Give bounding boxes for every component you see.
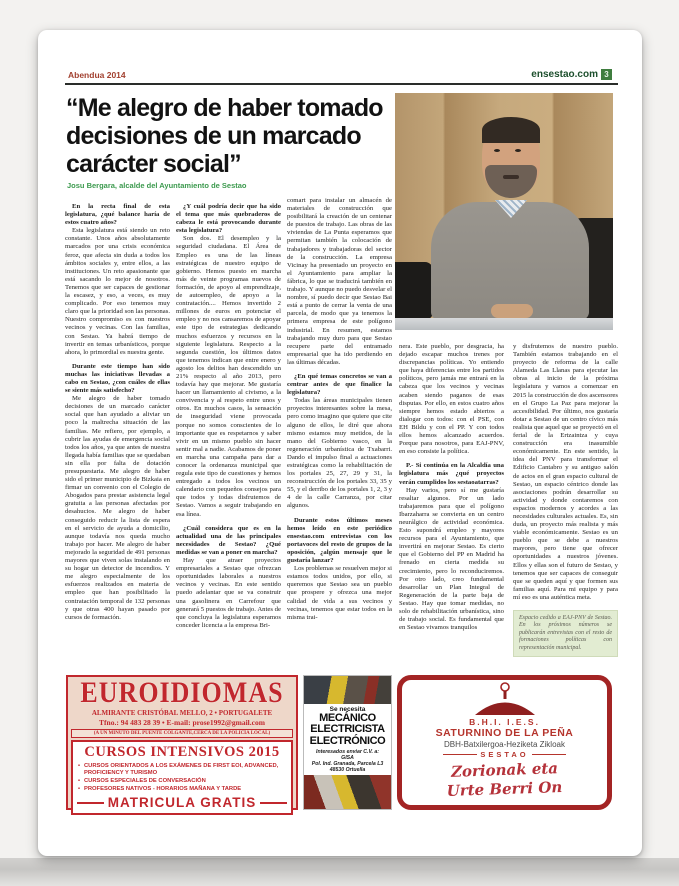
school-town-label: SESTAO xyxy=(480,750,529,759)
euroidiomas-promo-title: CURSOS INTENSIVOS 2015 xyxy=(84,744,280,760)
background-shadow-band xyxy=(0,858,679,886)
euroidiomas-promo-footer xyxy=(77,795,287,810)
portrait-eye-left xyxy=(494,149,500,152)
interview-question: En la recta final de esta legislatura, ¿qué balance haría de estos cuatro años? xyxy=(65,203,170,227)
euroidiomas-logo-text: EUROIDIOMAS xyxy=(80,675,284,710)
portrait-hands xyxy=(491,304,533,318)
article-column-3 xyxy=(287,197,392,663)
site-name: ensestao.com xyxy=(531,69,598,80)
editorial-footnote: Espacio cedido a EAJ-PNV de Sestao. En los próximos números se publicarán entrevistas con el resto de formaciones políticas con representación municipal. xyxy=(513,610,618,657)
interview-answer: Hay varios, pero sí me gustaría resaltar algunos. Por un lado trabajaremos para que el polígono Ibarzaharra se convierta en un centro neurálgico de actividad económica. Esto supondrá empleo y mayores recursos para el Ayuntamiento, que invertirá en mejorar Sestao. Es cierto que el Gobierno del PP en Madrid ha frenado en cierta medida su crecimiento, pero lo reconduciremos. Por otro lado, creo fundamental desarrollar un Plan Integral de Regeneración de la parte baja de Sestao. Hay que tomar medidas, no solo de rehabilitación urbanística, sino de trabajo social. Es fundamental que en Sestao vivamos tranquilos xyxy=(399,486,504,632)
masthead-rule xyxy=(65,83,618,85)
portrait-beard xyxy=(485,165,537,198)
school-logo-icon xyxy=(473,682,537,716)
article-byline: Josu Bergara, alcalde del Ayuntamiento de Sestao xyxy=(67,181,247,190)
euroidiomas-bullet: • CURSOS ORIENTADOS A LOS EXÁMENES DE FIRST EOI, ADVANCED, PROFICIENCY Y TURISMO xyxy=(77,763,287,777)
ad-school-bhi xyxy=(397,675,612,810)
euroidiomas-bullet: • PROFESORES NATIVOS - HORARIOS MAÑANA Y TARDE xyxy=(77,786,287,793)
rule-left xyxy=(77,802,104,804)
interview-question: ¿Cuál considera que es en la actualidad una de las principales necesidades de Sestao? ¿Qué medidas se van a poner en marcha? xyxy=(176,524,281,556)
interview-question: Durante este tiempo han sido muchas las iniciativas llevadas a cabo en Sestao, ¿con cuáles de ellas se siente más satisfecho? xyxy=(65,362,170,395)
interview-answer: Son dos. El desempleo y la seguridad ciudadana. El Área de Empleo es una de las líneas estratégicas de nuestro equipo de gobierno. Hemos puesto en marcha más de veinte programas nuevos de formación, de apoyo al emprendizaje, de autoempleo, de apoyo a la contratación.... Hemos invertido 2 millones de euros en potenciar el empleo y no nos cansaremos de apoyar este tipo de estrategias dedicando muchos esfuerzos y recursos en la siguiente legislatura. Respecto a la segunda cuestión, los últimos datos que tenemos indican que entre enero y agosto los delitos han descendido un 21% respecto al año 2013, pero todavía hay que mejorar. Me gustaría hacer un llamamiento al civismo, a la convivencia y al respeto entre unos y otros. En muchos casos, la sensación de inseguridad viene provocada porque no somos conscientes de lo importante que es respetarnos y saber vivir en un mismo pueblo sin hacer sentir mal a nadie. Acabamos de poner en marcha una campaña para dar a conocer la ordenanza municipal que regula este tipo de cuestiones y hemos entregado a todos los vecinos un calendario con pequeños consejos para que todos y todas disfrutemos de Sestao. Vamos a seguir trabajando en esa línea. xyxy=(176,235,281,518)
job-title-line-2: ELECTRICISTA xyxy=(310,723,385,736)
interview-answer: Todas las áreas municipales tienen proyectos interesantes sobre la mesa, pero como imagino que quiere que cite alguno de ellos, le diré que ahora mismo estamos muy metidos, de la mano del Gobierno vasco, en la regeneración urbanística de Txabarri. Dando el impulso final a actuaciones estratégicas como la rehabilitación de los portales 25, 27, 29 y 31, la reconstrucción de los portales 33, 35 y 55, y el derribo de los portales 1, 2, 3 y 4 de la calle Carranza, por citar algunos. xyxy=(287,397,392,510)
portrait-mouth xyxy=(503,175,519,179)
job-ad-photo-bottom xyxy=(304,775,391,809)
job-apply-note: Interesados enviar C.V. a: xyxy=(316,749,379,756)
interview-answer: y disfrutemos de nuestro pueblo. También estamos trabajando en el proyecto de reforma de la calle Alameda Las Llanas para ejecutar las obras al inicio de la próxima legislatura y vamos a comenzar en 2015 la construcción de dos ascensores en el Grupo La Paz para mejorar la accesibilidad. Por último, nos gustaría dotar a Sestao de un centro cívico más realista que aquel que se proyectó en el ferial de la Ertzaintza y cuya construcción era inasumible económicamente. En este sentido, la idea del PNV para transformar el Edificio Cantabro y su antiguo salón de actos en el gran espacio cultural de Sestao, un espacio céntrico donde las asociaciones podrán desarrollar su actividad y donde contaremos con espacios modernos y acordes a las necesidades culturales actuales. Es, sin duda, un proyecto más realista y más viable económicamente. Sestao es un pueblo que se debe a nuestros mayores, pero tiene que ofrecer oportunidades a nuestros jóvenes. Ellos y ellas son el futuro de Sestao, y tenemos que ser capaces de conseguir que se queden aquí y que formen sus familias aquí. Para mi equipo y para mí eso es una auténtica meta. xyxy=(513,343,618,601)
job-address-2: 48530 Ortuella xyxy=(329,767,366,774)
desk-edge xyxy=(395,318,613,330)
job-address-1: Pol. Ind. Granada, Parcela L3 xyxy=(311,761,384,768)
interview-answer: comart para instalar un almacén de materiales de construcción que posibilitará la creación de un centenar de puestos de trabajo. Las obras de las viviendas de La Punta esperamos que permitan también la colocación de trabajadores y trabajadoras del sector de la construcción. La empresa Vicinay ha presentado un proyecto en el Ayuntamiento para ampliar la fábrica, lo que se traducirá también en trabajo. Y aunque no puedo desvelar el nombre, sí puedo decir que Sestao Bai está a punto de cerrar la venta de una parcela, de modo que ya tenemos la primera empresa de este polígono industrial. En resumen, estamos trabajando muy duro para que Sestao recupere parte del entramado empresarial que ha ido perdiendo en las últimas décadas. xyxy=(287,197,392,366)
interview-question: P.- Si continúa en la Alcaldía una legislatura más ¿qué proyectos verán cumplidos los sestaoatarras? xyxy=(399,462,504,486)
euroidiomas-contact: Tfno.: 94 483 28 39 • E-mail: prose1992@gmail.com xyxy=(99,718,265,727)
interview-answer: Hay que atraer proyectos empresariales a Sestao que ofrezcan oportunidades laborales a nuestros vecinos y vecinas. En este sentido puedo adelantar que se va construir una gasolinera en Carrefour que generará 5 puestos de trabajo. Antes de que concluya la legislatura esperamos conceder licencia a la empresa Bri- xyxy=(176,557,281,629)
article-headline: “Me alegro de haber tomado decisiones de un marcado carácter social” xyxy=(66,94,383,178)
issue-date: Abendua 2014 xyxy=(68,70,126,80)
matricula-gratis-label: MATRICULA GRATIS xyxy=(107,795,257,810)
job-company: GISA xyxy=(341,755,354,762)
school-greeting-line-1: Zorionak eta xyxy=(450,759,559,781)
school-name-acronym: B.H.I. I.E.S. xyxy=(469,717,540,727)
job-intro: Se necesita xyxy=(329,705,366,713)
job-ad-body xyxy=(304,704,391,776)
interview-question: ¿En qué temas concretos se van a centrar antes de que finalice la legislatura? xyxy=(287,372,392,397)
interview-answer: Me alegro de haber tomado decisiones de un marcado carácter social que han ayudado a aliviar un poco la maltrecha situación de las familias. Me refiero, por ejemplo, a cubrir las ayudas de emergencia social todos los años, ya que antes de nuestra llegada había familias que se quedaban sin ella por falta de dotación presupuestaria. Me alegro de haber sido el primer municipio de Bizkaia en firmar un convenio con el Colegio de Abogados para prestar asistencia legal gratuita a las personas afectadas por desahucios. Me alegro de haber conseguido reducir la lista de espera en el servicio de ayuda a domicilio, aunque todavía nos queda mucho trabajo por hacer. Me alegro de haber mejorado la seguridad de 491 personas mayores que viven solas instalando en su hogar un detector de incendios. Y me alegro especialmente de los esfuerzos realizados en materia de empleo que han posibilitado la contratación temporal de 132 personas y que otras 400 hayan pasado por cursos de formación. xyxy=(65,395,170,621)
article-column-4 xyxy=(399,343,504,663)
school-greeting-line-2: Urte Berri On xyxy=(446,777,563,801)
school-name: SATURNINO DE LA PEÑA xyxy=(435,727,574,739)
job-title-line-1: MECÁNICO xyxy=(319,711,376,724)
portrait-eye-right xyxy=(515,149,521,152)
job-ad-photo-top xyxy=(304,676,391,704)
portrait-hair xyxy=(482,117,540,143)
euroidiomas-bullet-list xyxy=(77,763,287,793)
interview-answer: nera. Este pueblo, por desgracia, ha dejado escapar muchos trenes por discrepancias políticas. Yo entiendo que haya diferencias entre los partidos políticos, pero jamás me entrará en la cabeza que los vecinos y vecinas acaben siendo paganos de esas disputas. Por ello, en estos cuatro años siempre hemos estado abiertos a dialogar con todos: con el PSE, con EH Bildu y con el PP. Y con todos ellos hemos alcanzado acuerdos. Porque para nosotros, para EAJ-PNV, en eso consiste la política. xyxy=(399,343,504,456)
school-town-row xyxy=(402,750,607,759)
school-programs: DBH-Batxilergoa-Heziketa Zikloak xyxy=(444,740,565,749)
euroidiomas-location-note: (A UN MINUTO DEL PUENTE COLGANTE,CERCA DE LA POLICÍA LOCAL) xyxy=(71,729,293,738)
rule-right xyxy=(532,754,566,756)
article-column-5 xyxy=(513,343,618,663)
article-column-1 xyxy=(65,197,170,663)
newspaper-page xyxy=(38,30,642,856)
rule-right xyxy=(260,802,287,804)
euroidiomas-address: ALMIRANTE CRISTÓBAL MELLO, 2 • PORTUGALETE xyxy=(91,709,273,717)
interview-answer: Los problemas se resuelven mejor si estamos todos unidos, por ello, si queremos que Sestao sea un pueblo que prospere y ofrezca una mejor calidad de vida a sus vecinos y vecinas, tenemos que estar todos en la misma trai- xyxy=(287,565,392,621)
portrait-sweater xyxy=(431,202,589,320)
ad-euroidiomas xyxy=(66,675,298,810)
interview-question: ¿Y cuál podría decir que ha sido el tema que más quebraderos de cabeza le está provocando durante esta legislatura? xyxy=(176,203,281,235)
euroidiomas-courses-box xyxy=(71,740,293,815)
ad-job-mecanico xyxy=(303,675,392,810)
page-number-badge: 3 xyxy=(601,69,612,80)
interview-answer: Esta legislatura está siendo un reto constante. Unos años absolutamente marcados por una crisis económica feroz, que afecta sin duda a todos los ámbitos sociales y, entre ellos, a las instituciones. Un reto apasionante que está sacando lo mejor de nosotros. Tenemos que ser capaces de gestionar la escasez, y eso, a veces, es muy complicado. Por eso tenemos muy claro que la prioridad son las personas. Nuestro compromiso es con nuestros vecinos y vecinas. Con las familias, con Sestao. Ya habrá tiempo de invertir en temas urbanísticos, porque ahora, lo primordial es nuestra gente. xyxy=(65,227,170,356)
job-title-line-3: ELECTRÓNICO xyxy=(309,734,386,747)
euroidiomas-bullet: • CURSOS ESPECIALES DE CONVERSACIÓN xyxy=(77,778,287,785)
interview-photo xyxy=(395,93,613,330)
rule-left xyxy=(443,754,477,756)
interview-question: Durante estos últimos meses hemos leído en este periódico ensestao.com entrevistas con los portavoces del resto de grupos de la oposición, ¿algún mensaje que le gustaría lanzar? xyxy=(287,516,392,565)
article-column-2 xyxy=(176,197,281,663)
chair-shape-left xyxy=(395,262,433,320)
